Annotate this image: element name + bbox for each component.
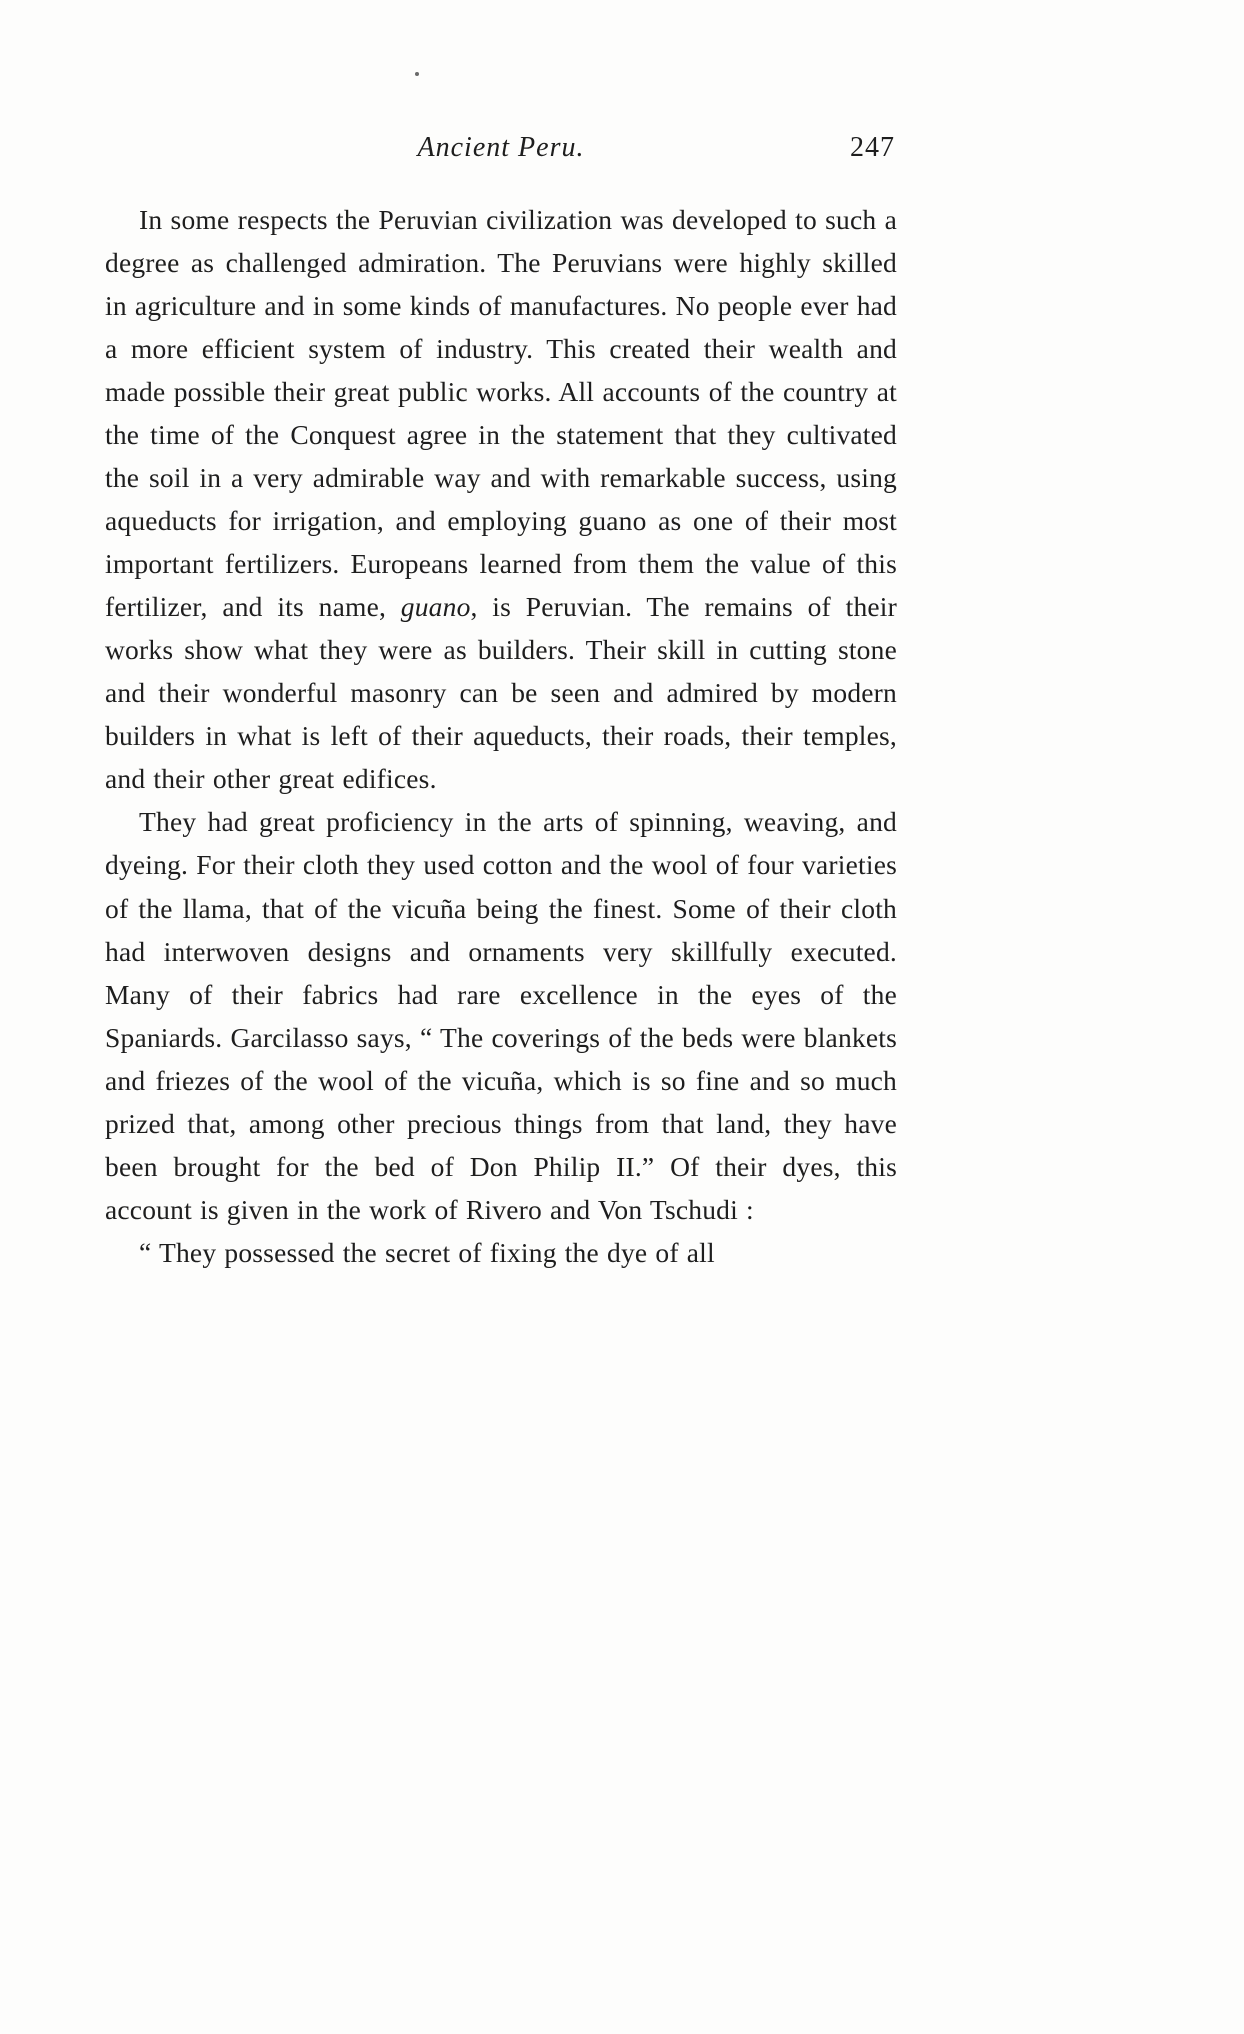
page-number: 247 <box>850 132 895 163</box>
text-segment: They had great proficiency in the arts of spinning, weaving, and dyeing. For their cloth they used cotton and the wool of four varieties of the llama, that of the vicuña being the finest. Some of their cloth had interwoven designs and ornaments very skillfully executed. Many of their fabrics had rare excellence in the eyes of the Spaniards. Garcilasso says, “ The coverings of the beds were blankets and friezes of the wool of the vicuña, which is so fine and so much prized that, among other precious things from that land, they have been brought for the bed of Don Philip II.” Of their dyes, this account is given in the work of Rivero and Von Tschudi : <box>105 806 897 1225</box>
page-header <box>105 132 897 178</box>
text-segment-italic-guano: guano <box>400 591 471 623</box>
scan-artifact-dot <box>415 72 419 76</box>
text-segment: , is Peruvian. The remains of their works show what they were as builders. Their skill in cutting stone and their wonderful masonry can be seen and admired by modern builders in what is left of their aqueducts, their roads, their temples, and their other great edifices. <box>105 591 897 795</box>
text-segment: In some respects the Peruvian civilization was developed to such a degree as challenged admiration. The Peruvians were highly skilled in agriculture and in some kinds of manufactures. No people ever had a more efficient system of industry. This created their wealth and made possible their great public works. All accounts of the country at the time of the Conquest agree in the statement that they cultivated the soil in a very admirable way and with remarkable success, using aqueducts for irrigation, and employing guano as one of their most important fertilizers. Europeans learned from them the value of this fertilizer, and its name, <box>105 204 897 623</box>
paragraph-1 <box>105 198 897 800</box>
text-segment: “ They possessed the secret of fixing the dye of all <box>139 1236 715 1268</box>
paragraph-2 <box>105 800 897 1230</box>
text-block <box>105 132 897 1274</box>
running-title: Ancient Peru. <box>417 132 585 163</box>
paragraph-3 <box>105 1231 897 1274</box>
